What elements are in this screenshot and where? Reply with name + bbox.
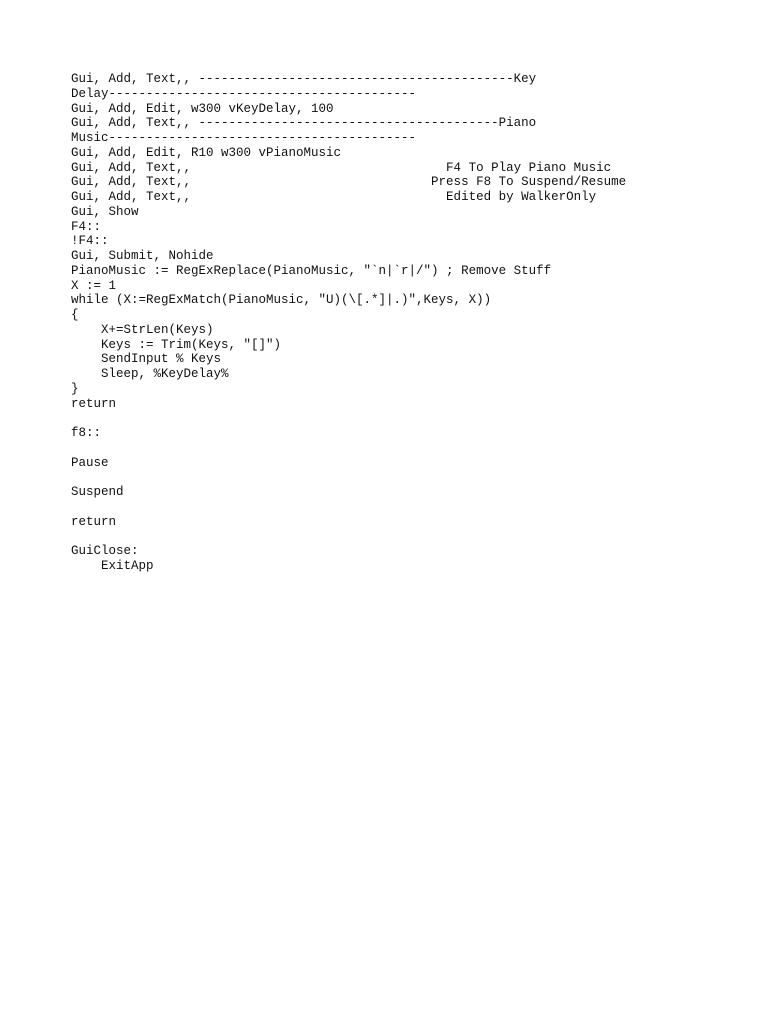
- code-line: ExitApp: [71, 558, 154, 573]
- code-line: Delay-----------------------------------------: [71, 86, 417, 101]
- code-line: Gui, Submit, Nohide: [71, 249, 214, 263]
- code-line: Sleep, %KeyDelay%: [71, 367, 229, 381]
- code-line: }: [71, 381, 79, 396]
- code-line: X+=StrLen(Keys): [71, 322, 214, 337]
- code-line: [71, 441, 751, 456]
- code-document: [71, 72, 751, 574]
- code-line: Gui, Add, Text,, ----------------------------------------Piano: [71, 116, 537, 131]
- code-line: Music-----------------------------------------: [71, 131, 417, 145]
- code-line: Keys := Trim(Keys, "[]"): [71, 337, 282, 352]
- code-line: Gui, Show: [71, 204, 139, 219]
- code-line: Pause: [71, 455, 109, 470]
- code-line: return: [71, 514, 117, 529]
- code-line: [71, 529, 751, 544]
- code-line: !F4::: [71, 234, 109, 249]
- code-line: [71, 500, 751, 515]
- code-line: while (X:=RegExMatch(PianoMusic, "U)(\[.*]|.)",Keys, X)): [71, 293, 492, 308]
- code-line: Suspend: [71, 485, 124, 499]
- code-line: SendInput % Keys: [71, 352, 222, 367]
- code-line: {: [71, 308, 79, 322]
- code-line: Gui, Add, Edit, w300 vKeyDelay, 100: [71, 101, 334, 116]
- code-line: Gui, Add, Edit, R10 w300 vPianoMusic: [71, 145, 342, 160]
- code-line: [71, 411, 751, 426]
- code-line: Gui, Add, Text,, ------------------------------------------Key: [71, 72, 537, 86]
- code-line: GuiClose:: [71, 544, 139, 558]
- code-line: [71, 470, 751, 485]
- code-line: Gui, Add, Text,, F4 To Play Piano Music: [71, 160, 612, 175]
- code-line: return: [71, 396, 117, 411]
- code-line: F4::: [71, 219, 102, 234]
- code-line: PianoMusic := RegExReplace(PianoMusic, "`n|`r|/") ; Remove Stuff: [71, 263, 552, 278]
- code-line: Gui, Add, Text,, Press F8 To Suspend/Resume: [71, 175, 627, 190]
- code-line: Gui, Add, Text,, Edited by WalkerOnly: [71, 190, 597, 204]
- code-line: f8::: [71, 426, 102, 440]
- code-line: X := 1: [71, 278, 117, 293]
